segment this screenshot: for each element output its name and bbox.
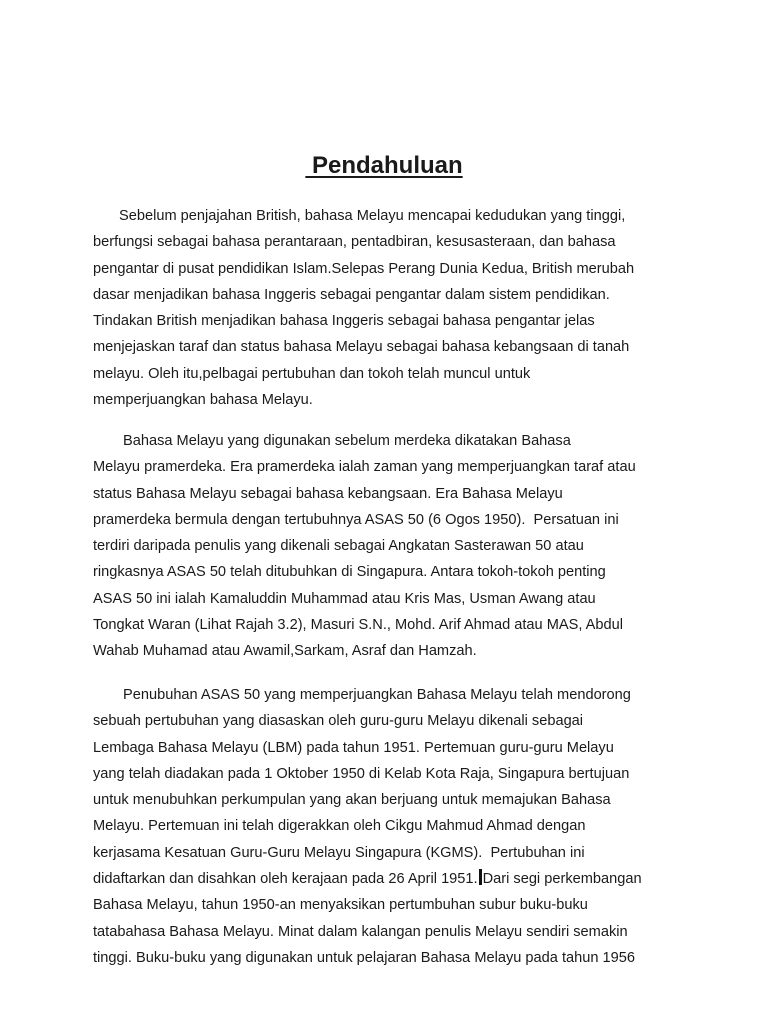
paragraph-line: Tongkat Waran (Lihat Rajah 3.2), Masuri S.N., Mohd. Arif Ahmad atau MAS, Abdul: [93, 617, 623, 634]
paragraph-line: pramerdeka bermula dengan tertubuhnya ASAS 50 (6 Ogos 1950). Persatuan ini: [93, 511, 619, 528]
paragraph-line: yang telah diadakan pada 1 Oktober 1950 di Kelab Kota Raja, Singapura bertujuan: [93, 765, 630, 782]
paragraph-line: Wahab Muhamad atau Awamil,Sarkam, Asraf dan Hamzah.: [93, 643, 477, 660]
paragraph-line: Melayu. Pertemuan ini telah digerakkan oleh Cikgu Mahmud Ahmad dengan: [93, 818, 586, 835]
paragraph-3: [93, 682, 693, 971]
text-cursor-icon: [479, 869, 482, 885]
paragraph-line: tatabahasa Bahasa Melayu. Minat dalam kalangan penulis Melayu sendiri semakin: [93, 923, 628, 940]
paragraph-line: status Bahasa Melayu sebagai bahasa kebangsaan. Era Bahasa Melayu: [93, 485, 563, 502]
document-title: Pendahuluan: [305, 152, 463, 179]
paragraph-2: [93, 428, 693, 665]
paragraph-line: Lembaga Bahasa Melayu (LBM) pada tahun 1951. Pertemuan guru-guru Melayu: [93, 739, 614, 756]
paragraph-line: melayu. Oleh itu,pelbagai pertubuhan dan tokoh telah muncul untuk: [93, 365, 531, 382]
paragraph-line: Sebelum penjajahan British, bahasa Melayu mencapai kedudukan yang tinggi,: [119, 208, 626, 224]
paragraph-line: tinggi. Buku-buku yang digunakan untuk pelajaran Bahasa Melayu pada tahun 1956: [93, 949, 635, 966]
paragraph-line: terdiri daripada penulis yang dikenali sebagai Angkatan Sasterawan 50 atau: [93, 538, 584, 555]
paragraph-line: untuk menubuhkan perkumpulan yang akan berjuang untuk memajukan Bahasa: [93, 792, 611, 809]
paragraph-line: Melayu pramerdeka. Era pramerdeka ialah zaman yang memperjuangkan taraf atau: [93, 459, 636, 476]
paragraph-line: Penubuhan ASAS 50 yang memperjuangkan Bahasa Melayu telah mendorong: [123, 687, 631, 703]
paragraph-line: ASAS 50 ini ialah Kamaluddin Muhammad atau Kris Mas, Usman Awang atau: [93, 590, 596, 607]
paragraph-line: [93, 866, 693, 892]
paragraph-line: ringkasnya ASAS 50 telah ditubuhkan di Singapura. Antara tokoh-tokoh penting: [93, 564, 606, 581]
paragraph-line: pengantar di pusat pendidikan Islam.Selepas Perang Dunia Kedua, British merubah: [93, 260, 635, 277]
paragraph-line: Bahasa Melayu, tahun 1950-an menyaksikan pertumbuhan subur buku-buku: [93, 897, 588, 914]
paragraph-1: [93, 203, 693, 413]
line-segment: Dari segi perkembangan: [482, 871, 642, 888]
paragraph-line: berfungsi sebagai bahasa perantaraan, pentadbiran, kesusasteraan, dan bahasa: [93, 234, 616, 251]
paragraph-line: dasar menjadikan bahasa Inggeris sebagai pengantar dalam sistem pendidikan.: [93, 286, 610, 303]
paragraph-line: Tindakan British menjadikan bahasa Inggeris sebagai bahasa pengantar jelas: [93, 313, 595, 330]
paragraph-line: Bahasa Melayu yang digunakan sebelum merdeka dikatakan Bahasa: [123, 433, 571, 449]
paragraph-line: menjejaskan taraf dan status bahasa Melayu sebagai bahasa kebangsaan di tanah: [93, 339, 630, 356]
paragraph-line: kerjasama Kesatuan Guru-Guru Melayu Singapura (KGMS). Pertubuhan ini: [93, 844, 585, 861]
line-segment: didaftarkan dan disahkan oleh kerajaan pada 26 April 1951.: [93, 871, 478, 888]
paragraph-line: sebuah pertubuhan yang diasaskan oleh guru-guru Melayu dikenali sebagai: [93, 713, 584, 730]
paragraph-line: memperjuangkan bahasa Melayu.: [93, 392, 313, 409]
